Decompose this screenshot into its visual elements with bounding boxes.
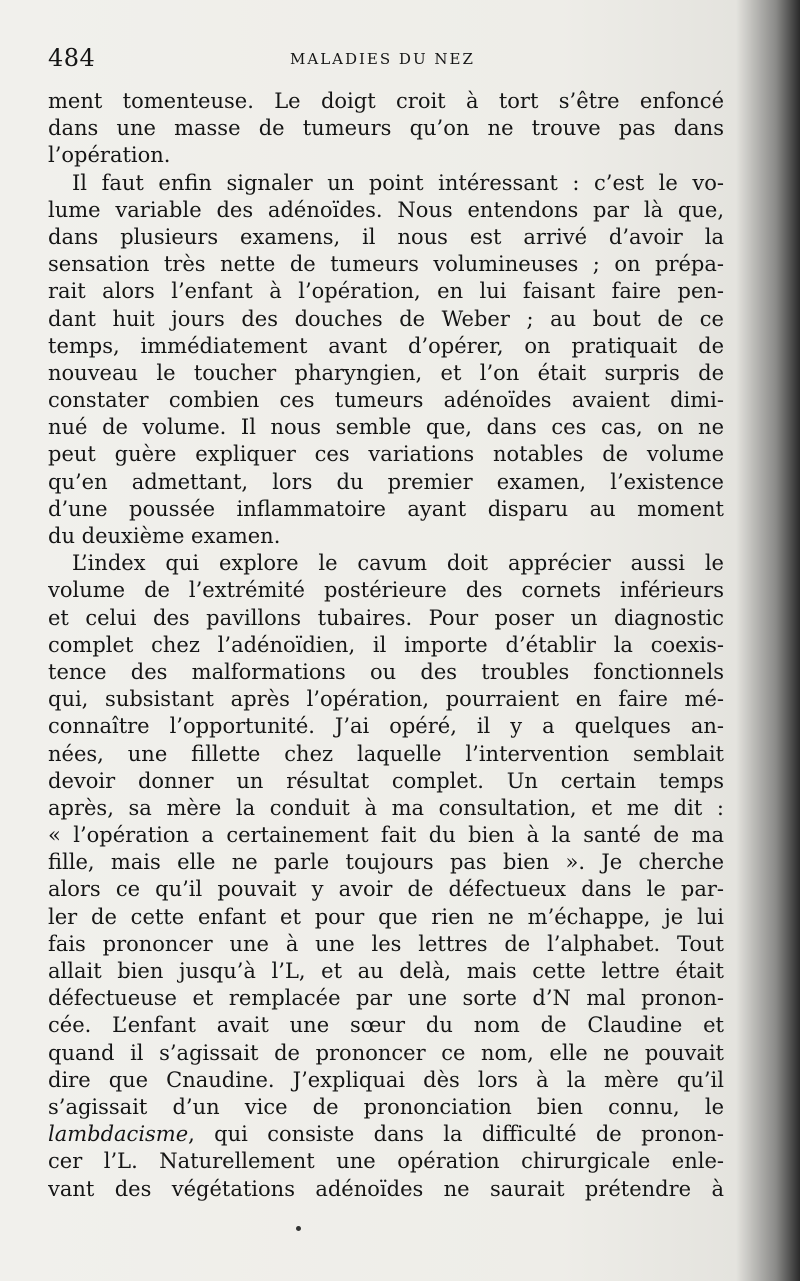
text-line: allait bien jusqu’à l’L, et au delà, mais cette lettre était	[48, 959, 724, 983]
text-line: ler de cette enfant et pour que rien ne m’échappe, je lui	[48, 904, 724, 929]
text-line: l’opération.	[48, 143, 171, 168]
text-line: du deuxième examen.	[48, 524, 281, 548]
text-line: dant huit jours des douches de Weber ; au bout de ce	[48, 306, 724, 331]
printer-mark	[296, 1226, 301, 1231]
text-line: lume variable des adénoïdes. Nous entendons par là que,	[48, 197, 724, 222]
body-text	[48, 88, 724, 1203]
italic-term: lambdacisme	[48, 1122, 189, 1147]
text-line: fille, mais elle ne parle toujours pas bien ». Je cherche	[48, 850, 724, 875]
text-line: d’une poussée inflammatoire ayant disparu au moment	[48, 496, 724, 521]
text-line: qu’en admettant, lors du premier examen, l’existence	[48, 469, 724, 494]
text-line: temps, immédiatement avant d’opérer, on pratiquait de	[48, 333, 724, 358]
text-line: cée. L’enfant avait une sœur du nom de Claudine et	[48, 1013, 724, 1038]
text-line: nué de volume. Il nous semble que, dans ces cas, on ne	[48, 415, 724, 440]
text-line: peut guère expliquer ces variations notables de volume	[48, 442, 724, 467]
text-line: volume de l’extrémité postérieure des cornets inférieurs	[48, 578, 724, 603]
text-line: « l’opération a certainement fait du bien à la santé de ma	[48, 823, 724, 848]
text-line: dans plusieurs examens, il nous est arrivé d’avoir la	[48, 224, 724, 249]
text-line: alors ce qu’il pouvait y avoir de défectueux dans le par-	[48, 877, 724, 902]
text-line: connaître l’opportunité. J’ai opéré, il y a quelques an-	[48, 714, 724, 739]
text-line: vant des végétations adénoïdes ne saurait prétendre à	[48, 1176, 724, 1201]
text-line: complet chez l’adénoïdien, il importe d’établir la coexis-	[48, 632, 724, 657]
text-line: après, sa mère la conduit à ma consultation, et me dit :	[48, 795, 724, 820]
text-line: nées, une fillette chez laquelle l’intervention semblait	[48, 741, 724, 766]
text-line: défectueuse et remplacée par une sorte d’N mal pronon-	[48, 986, 724, 1011]
text-line: tence des malformations ou des troubles fonctionnels	[48, 659, 724, 684]
text-line: s’agissait d’un vice de prononciation bien connu, le	[48, 1094, 724, 1119]
text-line: Il faut enfin signaler un point intéressant : c’est le vo-	[72, 170, 724, 195]
text-line: nouveau le toucher pharyngien, et l’on était surpris de	[48, 360, 724, 385]
page-header	[48, 44, 728, 74]
text-line: qui, subsistant après l’opération, pourraient en faire mé-	[48, 687, 724, 712]
text-line: quand il s’agissait de prononcer ce nom, elle ne pouvait	[48, 1040, 724, 1065]
text-line: rait alors l’enfant à l’opération, en lui faisant faire pen-	[48, 279, 724, 304]
text-line: lambdacisme, qui consiste dans la difficulté de pronon-	[48, 1122, 724, 1147]
page-number: 484	[48, 44, 96, 72]
text-line: cer l’L. Naturellement une opération chirurgicale enle-	[48, 1149, 724, 1174]
text-line: dans une masse de tumeurs qu’on ne trouve pas dans	[48, 116, 724, 141]
running-head: MALADIES DU NEZ	[290, 50, 475, 68]
text-line: fais prononcer une à une les lettres de l’alphabet. Tout	[48, 931, 724, 956]
text-line: devoir donner un résultat complet. Un certain temps	[48, 768, 724, 793]
text-line: constater combien ces tumeurs adénoïdes avaient dimi-	[48, 388, 724, 413]
text-line: sensation très nette de tumeurs volumineuses ; on prépa-	[48, 252, 724, 277]
text-line: et celui des pavillons tubaires. Pour poser un diagnostic	[48, 605, 724, 630]
text-line: dire que Cnaudine. J’expliquai dès lors à la mère qu’il	[48, 1067, 724, 1092]
text-line: ment tomenteuse. Le doigt croit à tort s’être enfoncé	[48, 89, 724, 113]
text-line: L’index qui explore le cavum doit apprécier aussi le	[72, 551, 724, 576]
